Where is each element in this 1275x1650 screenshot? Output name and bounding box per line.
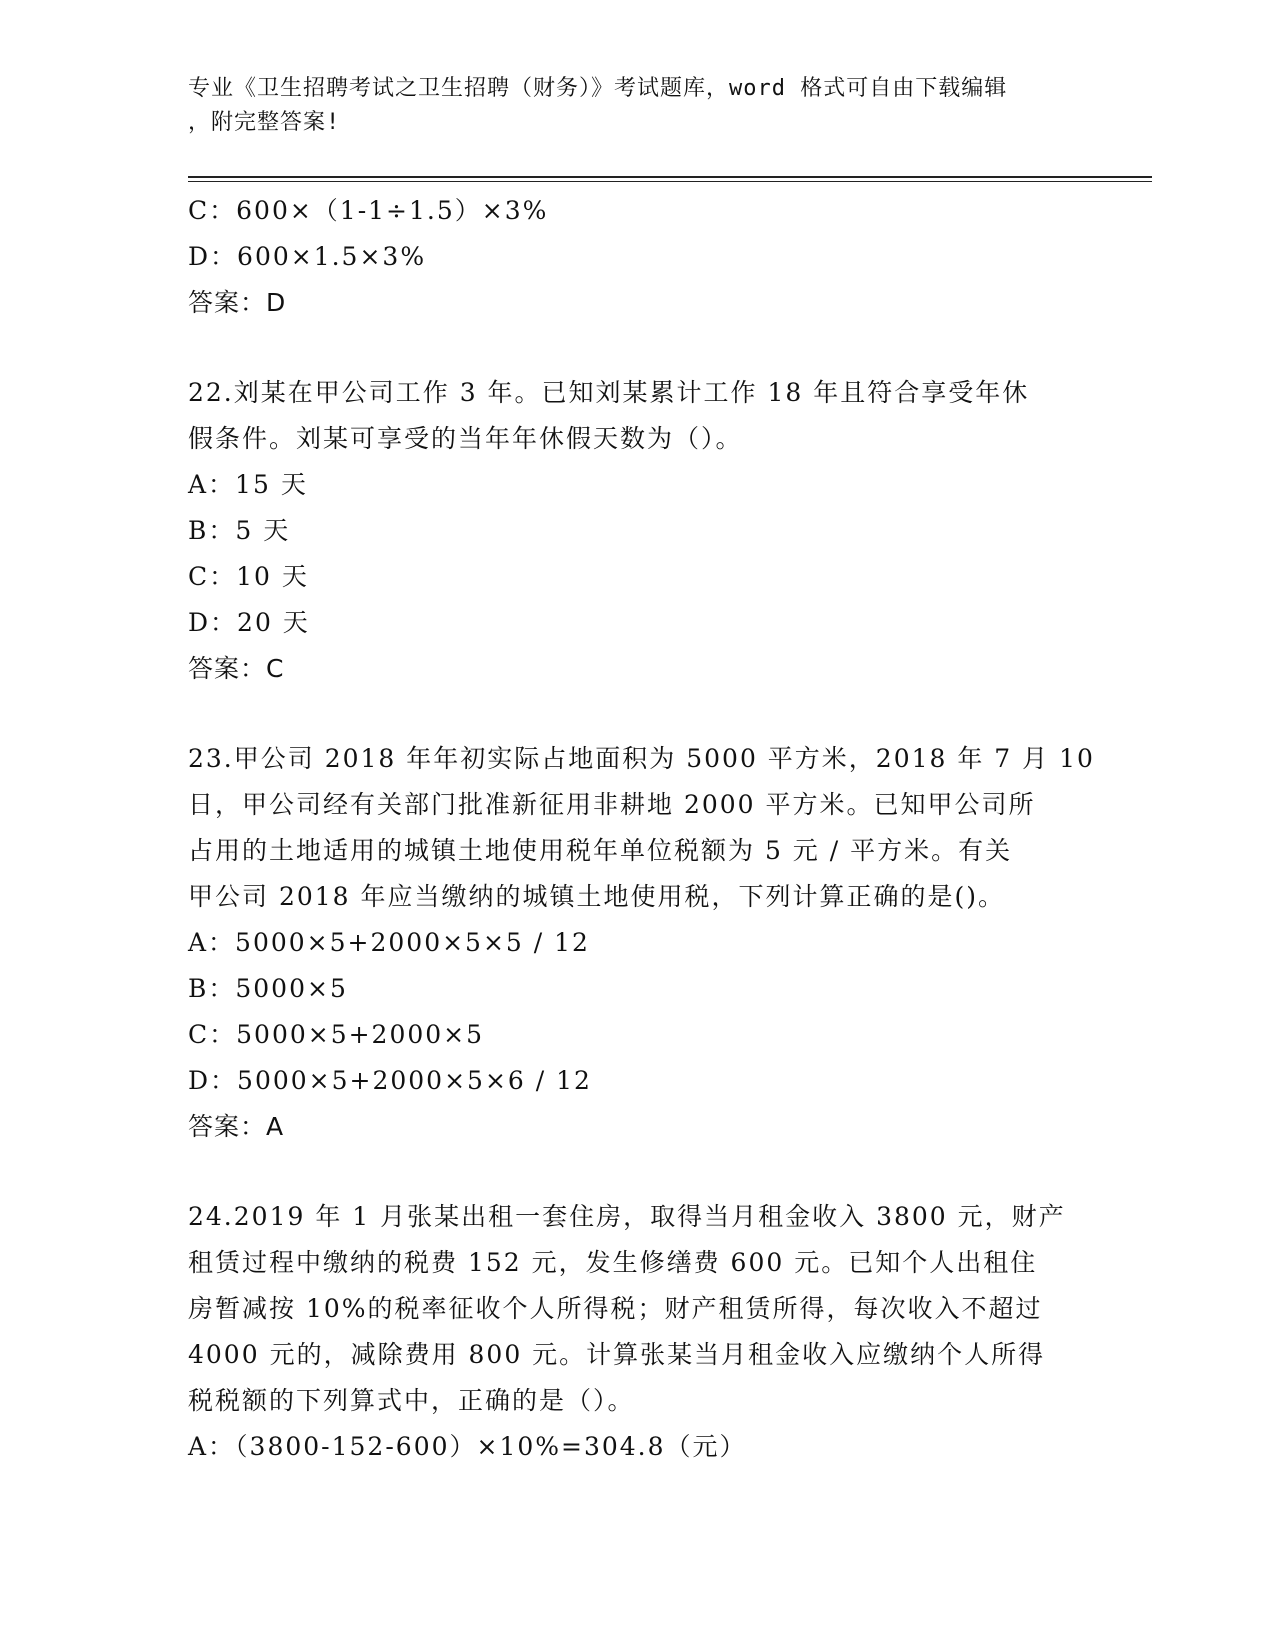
document-header	[188, 72, 1088, 140]
question-text-line: 22.刘某在甲公司工作 3 年。已知刘某累计工作 18 年且符合享受年休	[188, 378, 1030, 407]
option-d: D：20 天	[188, 608, 310, 637]
question-24	[188, 1194, 1088, 1470]
question-text-line: 日，甲公司经有关部门批准新征用非耕地 2000 平方米。已知甲公司所	[188, 790, 1036, 819]
option-d: D：5000×5+2000×5×6 / 12	[188, 1066, 592, 1095]
question-content	[188, 188, 1095, 1470]
answer: 答案：D	[188, 288, 287, 317]
option-c: C：10 天	[188, 562, 309, 591]
question-text-line: 23.甲公司 2018 年年初实际占地面积为 5000 平方米，2018 年 7 月 10	[188, 744, 1095, 773]
question-text-line: 租赁过程中缴纳的税费 152 元，发生修缮费 600 元。已知个人出租住	[188, 1248, 1038, 1277]
option-a: A：5000×5+2000×5×5 / 12	[188, 928, 590, 957]
option-c: C：600×（1-1÷1.5）×3%	[188, 196, 549, 225]
question-text-line: 假条件。刘某可享受的当年年休假天数为（）。	[188, 424, 743, 453]
question-text-line: 占用的土地适用的城镇土地使用税年单位税额为 5 元 / 平方米。有关	[188, 836, 1013, 865]
option-b: B：5 天	[188, 516, 291, 545]
option-a: A：（3800-152-600）×10%=304.8（元）	[188, 1432, 747, 1461]
question-22	[188, 370, 1088, 692]
header-line-1: 专业《卫生招聘考试之卫生招聘（财务）》考试题库，word 格式可自由下载编辑	[188, 76, 1008, 101]
question-text-line: 24.2019 年 1 月张某出租一套住房，取得当月租金收入 3800 元，财产	[188, 1202, 1066, 1231]
question-text-line: 税税额的下列算式中，正确的是（）。	[188, 1386, 635, 1415]
answer: 答案：A	[188, 1112, 285, 1141]
header-rule-top	[188, 176, 1152, 178]
option-b: B：5000×5	[188, 974, 348, 1003]
question-23	[188, 736, 1095, 1150]
header-rule-bottom	[188, 181, 1152, 182]
answer: 答案：C	[188, 654, 285, 683]
prev-question-block	[188, 188, 1088, 326]
option-a: A：15 天	[188, 470, 308, 499]
question-text-line: 房暂减按 10%的税率征收个人所得税；财产租赁所得，每次收入不超过	[188, 1294, 1043, 1323]
question-text-line: 4000 元的，减除费用 800 元。计算张某当月租金收入应缴纳个人所得	[188, 1340, 1046, 1369]
option-c: C：5000×5+2000×5	[188, 1020, 485, 1049]
question-text-line: 甲公司 2018 年应当缴纳的城镇土地使用税，下列计算正确的是()。	[188, 882, 1006, 911]
option-d: D：600×1.5×3%	[188, 242, 427, 271]
header-line-2: ，附完整答案!	[188, 110, 341, 135]
